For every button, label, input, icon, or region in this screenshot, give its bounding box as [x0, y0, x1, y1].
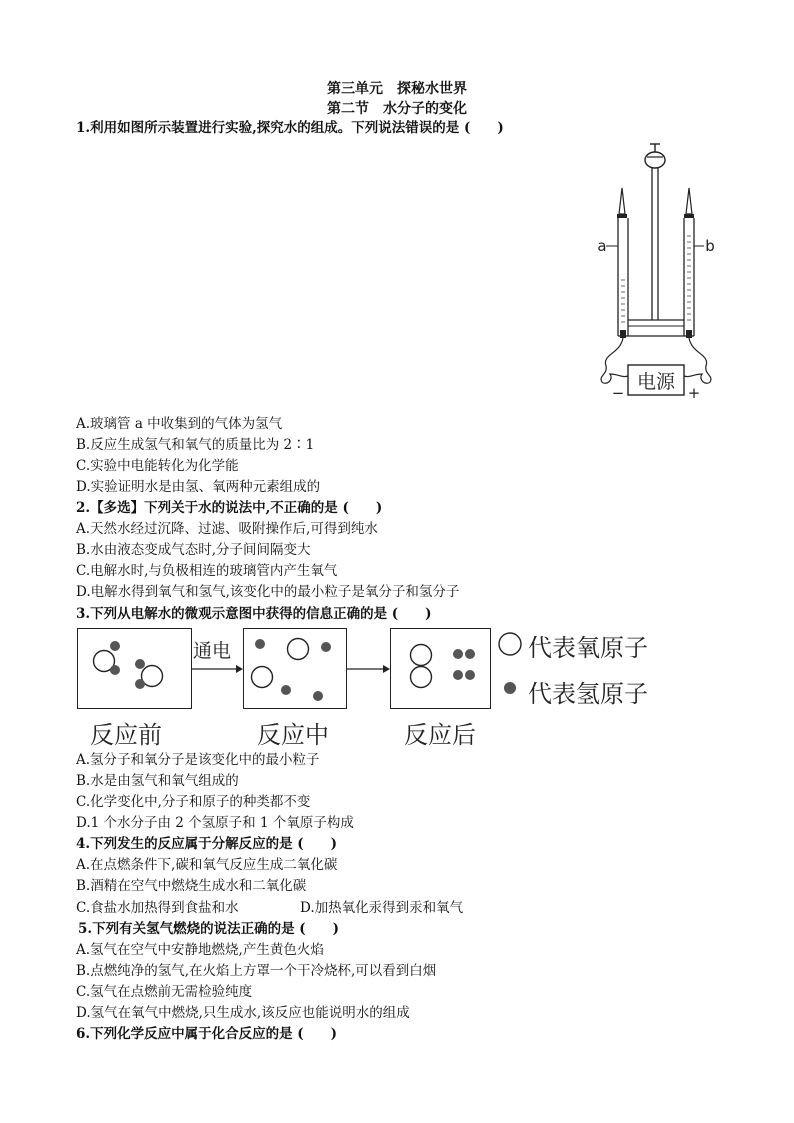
minus-sign: − — [611, 384, 625, 402]
hydrogen-legend-icon — [502, 680, 518, 696]
q1-option-d: D.实验证明水是由氢、氧两种元素组成的 — [76, 479, 321, 495]
q4-option-d: D.加热氧化汞得到汞和氧气 — [300, 900, 464, 916]
oxygen-atom — [252, 667, 273, 688]
q5-option-c: C.氢气在点燃前无需检验纯度 — [76, 984, 253, 1000]
oxygen-atom — [411, 667, 432, 688]
hydrogen-atom — [321, 642, 331, 652]
q1-stem: 1.利用如图所示装置进行实验,探究水的组成。下列说法错误的是 ( ) — [76, 120, 504, 136]
power-supply-label: 电源 — [636, 371, 676, 393]
oxygen-atom — [288, 639, 309, 660]
q3-stem: 3.下列从电解水的微观示意图中获得的信息正确的是 ( ) — [76, 606, 432, 622]
tube-b-label: b — [705, 237, 715, 255]
arrow-icon — [192, 662, 244, 676]
q2-option-c: C.电解水时,与负极相连的玻璃管内产生氧气 — [76, 563, 338, 579]
q5-stem: 5.下列有关氢气燃烧的说法正确的是 ( ) — [78, 921, 340, 937]
hydrogen-atom — [110, 665, 120, 675]
hydrogen-atom — [313, 691, 323, 701]
before-caption: 反应前 — [90, 721, 162, 749]
q4-option-c: C.食盐水加热得到食盐和水 — [76, 900, 239, 916]
electrolysis-apparatus-figure — [592, 140, 722, 402]
q2-stem: 2.【多选】下列关于水的说法中,不正确的是 ( ) — [76, 500, 383, 516]
after-caption: 反应后 — [404, 721, 476, 749]
hydrogen-atom — [255, 639, 265, 649]
q4-option-a: A.在点燃条件下,碳和氧气反应生成二氧化碳 — [76, 857, 338, 873]
before-reaction-box — [77, 628, 192, 709]
q3-option-c: C.化学变化中,分子和原子的种类都不变 — [76, 794, 311, 810]
q3-option-d: D.1 个水分子由 2 个氢原子和 1 个氧原子构成 — [76, 815, 354, 831]
hydrogen-legend-label: 代表氢原子 — [528, 680, 648, 708]
q3-option-b: B.水是由氢气和氧气组成的 — [76, 773, 239, 789]
q4-option-b: B.酒精在空气中燃烧生成水和二氧化碳 — [76, 878, 307, 894]
q2-option-d: D.电解水得到氧气和氢气,该变化中的最小粒子是氧分子和氢分子 — [76, 584, 460, 600]
q2-option-a: A.天然水经过沉降、过滤、吸附操作后,可得到纯水 — [76, 521, 378, 537]
plus-sign: + — [687, 384, 701, 402]
oxygen-atom — [411, 645, 432, 666]
q2-option-b: B.水由液态变成气态时,分子间间隔变大 — [76, 542, 311, 558]
q1-option-b: B.反应生成氢气和氧气的质量比为 2∶1 — [76, 437, 315, 453]
q3-option-a: A.氢分子和氧分子是该变化中的最小粒子 — [76, 752, 320, 768]
section-title: 第二节 水分子的变化 — [327, 101, 467, 117]
arrow-icon — [347, 662, 391, 676]
q1-option-a: A.玻璃管 a 中收集到的气体为氢气 — [76, 416, 283, 432]
q6-stem: 6.下列化学反应中属于化合反应的是 ( ) — [76, 1026, 338, 1042]
q5-option-b: B.点燃纯净的氢气,在火焰上方罩一个干冷烧杯,可以看到白烟 — [76, 963, 437, 979]
hydrogen-atom — [281, 685, 291, 695]
oxygen-legend-label: 代表氧原子 — [528, 634, 648, 662]
q5-option-a: A.氢气在空气中安静地燃烧,产生黄色火焰 — [76, 942, 324, 958]
hydrogen-atom — [465, 649, 475, 659]
during-reaction-box — [243, 628, 347, 709]
hydrogen-atom — [453, 649, 463, 659]
after-reaction-box — [390, 628, 491, 709]
hydrogen-atom — [453, 670, 463, 680]
q4-stem: 4.下列发生的反应属于分解反应的是 ( ) — [76, 836, 338, 852]
unit-title: 第三单元 探秘水世界 — [327, 81, 467, 97]
hydrogen-atom — [135, 659, 145, 669]
oxygen-legend-icon — [496, 630, 524, 658]
q1-option-c: C.实验中电能转化为化学能 — [76, 458, 239, 474]
hydrogen-atom — [110, 641, 120, 651]
tube-a-label: a — [597, 237, 607, 255]
hydrogen-atom — [465, 670, 475, 680]
electrolysis-arrow-label: 通电 — [193, 640, 232, 662]
hydrogen-atom — [135, 679, 145, 689]
during-caption: 反应中 — [257, 721, 329, 749]
q5-option-d: D.氢气在氧气中燃烧,只生成水,该反应也能说明水的组成 — [76, 1005, 410, 1021]
